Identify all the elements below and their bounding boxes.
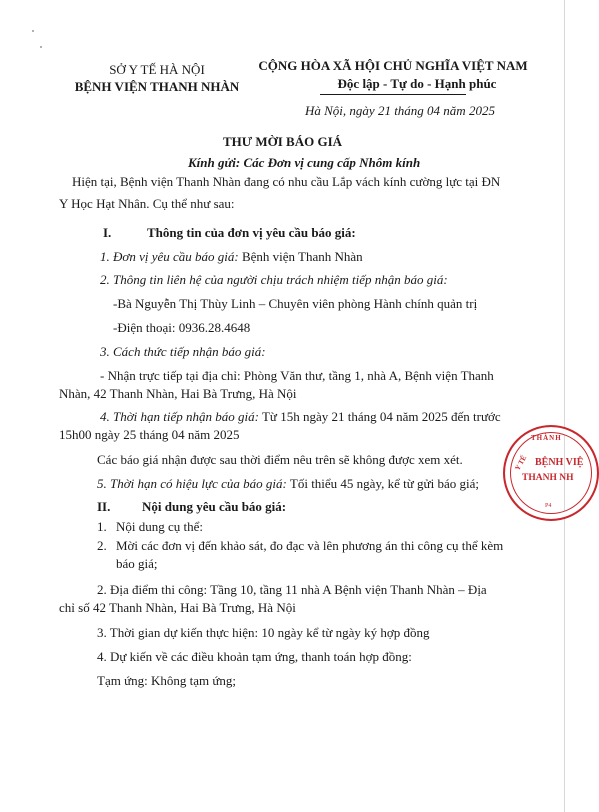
- list-1-number: 1.: [97, 519, 107, 534]
- item-5-value: Tối thiểu 45 ngày, kể từ gửi báo giá;: [286, 476, 479, 491]
- item-1-value: Bệnh viện Thanh Nhàn: [238, 249, 363, 264]
- stamp-side-text: Y TẾ: [513, 454, 529, 472]
- stamp-line-1: BỆNH VIỆ: [535, 457, 584, 468]
- payment-terms-line: 4. Dự kiến về các điều khoản tạm ứng, thanh toán hợp đồng:: [97, 649, 412, 664]
- official-stamp: [503, 425, 599, 521]
- item-4: [100, 409, 501, 425]
- duration-line: 3. Thời gian dự kiến thực hiện: 10 ngày kể từ ngày ký hợp đồng: [97, 625, 430, 640]
- section-2-number: II.: [97, 499, 111, 514]
- stamp-arc-text: THÀNH: [531, 434, 562, 442]
- ministry-name: SỞ Y TẾ HÀ NỘI: [109, 62, 205, 77]
- advance-line: Tạm ứng: Không tạm ứng;: [97, 673, 237, 688]
- document-title: THƯ MỜI BÁO GIÁ: [222, 134, 343, 149]
- nation-name: CỘNG HÒA XÃ HỘI CHỦ NGHĨA VIỆT NAM: [258, 58, 528, 73]
- recipient-line: Kính gửi: Các Đơn vị cung cấp Nhôm kính: [188, 155, 421, 170]
- item-5: [97, 476, 479, 492]
- item-1: [100, 249, 363, 265]
- list-2-line-2: báo giá;: [116, 556, 158, 571]
- item-5-label: 5. Thời hạn có hiệu lực của báo giá:: [97, 476, 287, 491]
- hospital-name: BỆNH VIỆN THANH NHÀN: [74, 79, 240, 94]
- date-line: Hà Nội, ngày 21 tháng 04 năm 2025: [305, 103, 495, 118]
- intro-line-1: Hiện tại, Bệnh viện Thanh Nhàn đang có nhu cầu Lắp vách kính cường lực tại ĐN: [72, 174, 501, 189]
- address-line-2: Nhàn, 42 Thanh Nhàn, Hai Bà Trưng, Hà Nội: [59, 386, 297, 401]
- list-2-line-1: Mời các đơn vị đến khảo sát, đo đạc và lên phương án thi công cụ thể kèm: [116, 538, 504, 553]
- address-line-1: - Nhận trực tiếp tại địa chỉ: Phòng Văn thư, tầng 1, nhà A, Bệnh viện Thanh: [100, 368, 494, 383]
- deadline-line-2: 15h00 ngày 25 tháng 04 năm 2025: [59, 427, 240, 442]
- deadline-note: Các báo giá nhận được sau thời điểm nêu trên sẽ không được xem xét.: [97, 452, 463, 467]
- motto-underline: [320, 94, 466, 95]
- scan-speck: [32, 30, 34, 32]
- item-1-label: 1. Đơn vị yêu cầu báo giá:: [100, 249, 239, 264]
- list-1-text: Nội dung cụ thể:: [116, 519, 204, 534]
- intro-line-2: Y Học Hạt Nhân. Cụ thể như sau:: [59, 196, 235, 211]
- item-2-label: 2. Thông tin liên hệ của người chịu trách nhiệm tiếp nhận báo giá:: [100, 272, 448, 287]
- site-line-2: chỉ số 42 Thanh Nhàn, Hai Bà Trưng, Hà Nội: [59, 600, 296, 615]
- item-4-label: 4. Thời hạn tiếp nhận báo giá:: [100, 409, 259, 424]
- list-2-number: 2.: [97, 538, 107, 553]
- stamp-bottom-text: P4: [545, 503, 552, 509]
- item-3-label: 3. Cách thức tiếp nhận báo giá:: [100, 344, 266, 359]
- national-motto: Độc lập - Tự do - Hạnh phúc: [337, 76, 497, 91]
- section-1-number: I.: [103, 225, 112, 240]
- contact-person: -Bà Nguyễn Thị Thùy Linh – Chuyên viên phòng Hành chính quản trị: [113, 296, 478, 311]
- stamp-line-2: THANH NH: [522, 473, 574, 483]
- section-2-title: Nội dung yêu cầu báo giá:: [142, 499, 287, 514]
- site-line-1: 2. Địa điểm thi công: Tầng 10, tầng 11 nhà A Bệnh viện Thanh Nhàn – Địa: [97, 582, 487, 597]
- section-1-title: Thông tin của đơn vị yêu cầu báo giá:: [147, 225, 356, 240]
- contact-phone: -Điện thoại: 0936.28.4648: [113, 320, 251, 335]
- scan-speck: [40, 46, 42, 48]
- item-4-value: Từ 15h ngày 21 tháng 04 năm 2025 đến trước: [258, 409, 501, 424]
